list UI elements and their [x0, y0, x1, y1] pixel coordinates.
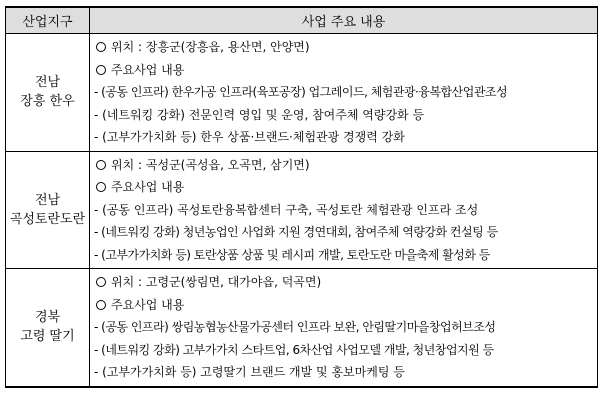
district-name: 고령 딸기 [20, 329, 75, 345]
location-text: 위치 : 곡성군(곡성읍, 오곡면, 삼기면) [111, 157, 310, 172]
table-row [6, 269, 598, 387]
district-region: 전남 [34, 192, 61, 208]
main-title-line [94, 59, 591, 82]
location-text: 위치 : 장흥군(장흥읍, 용산면, 안양면) [111, 40, 310, 54]
circle-bullet-icon [96, 160, 106, 170]
circle-bullet-icon [96, 182, 106, 192]
location-line [94, 154, 591, 177]
district-name: 장흥 한우 [20, 94, 75, 110]
district-region: 전남 [34, 75, 61, 91]
project-table [5, 6, 598, 388]
detail-item: - (공동 인프라) 쌍림농협농산물가공센터 인프라 보완, 안림딸기마을창업허브조성 [94, 320, 496, 334]
detail-item: - (고부가가치화 등) 토란상품 상품 및 레시피 개발, 토란도란 마을축제 활성화 등 [94, 247, 490, 262]
detail-item: - (고부가가치화 등) 한우 상품·브랜드·체험관광 경쟁력 강화 [94, 130, 405, 144]
district-cell [6, 34, 90, 152]
location-line [94, 36, 591, 59]
district-cell [6, 151, 90, 269]
main-title-text: 주요사업 내용 [111, 297, 185, 312]
circle-bullet-icon [96, 277, 106, 287]
content-cell [90, 269, 598, 387]
detail-item: - (공동 인프라) 곡성토란융복합센터 구축, 곡성토란 체험관광 인프라 조성 [94, 202, 479, 217]
location-text: 위치 : 고령군(쌍림면, 대가야읍, 덕곡면) [111, 275, 322, 289]
detail-item: - (네트워킹 강화) 청년농업인 사업화 지원 경연대회, 참여주체 역량강화 컨설팅 등 [94, 225, 498, 239]
detail-item: - (네트워킹 강화) 고부가가치 스타트업, 6차산업 사업모델 개발, 청년창업지원 등 [94, 342, 494, 357]
content-cell [90, 151, 598, 269]
project-table-container [5, 6, 598, 388]
main-title-text: 주요사업 내용 [111, 62, 185, 77]
table-row [6, 151, 598, 269]
main-title-line [94, 176, 591, 199]
location-line [94, 271, 591, 294]
detail-item: - (네트워킹 강화) 전문인력 영입 및 운영, 참여주체 역량강화 등 [94, 107, 425, 122]
table-header-row [6, 7, 598, 34]
district-region: 경북 [34, 310, 61, 326]
circle-bullet-icon [96, 65, 106, 75]
table-row [6, 34, 598, 152]
content-cell [90, 34, 598, 152]
detail-item: - (공동 인프라) 한우가공 인프라(육포공장) 업그레이드, 체험관광·융복합산업관조성 [94, 85, 508, 99]
header-content: 사업 주요 내용 [90, 7, 598, 34]
circle-bullet-icon [96, 42, 106, 52]
district-cell [6, 269, 90, 387]
main-title-line [94, 294, 591, 317]
district-name: 곡성토란도란 [9, 211, 86, 227]
detail-item: - (고부가가치화 등) 고령딸기 브랜드 개발 및 홍보마케팅 등 [94, 365, 405, 379]
circle-bullet-icon [96, 300, 106, 310]
header-district: 산업지구 [6, 7, 90, 34]
main-title-text: 주요사업 내용 [111, 180, 185, 194]
